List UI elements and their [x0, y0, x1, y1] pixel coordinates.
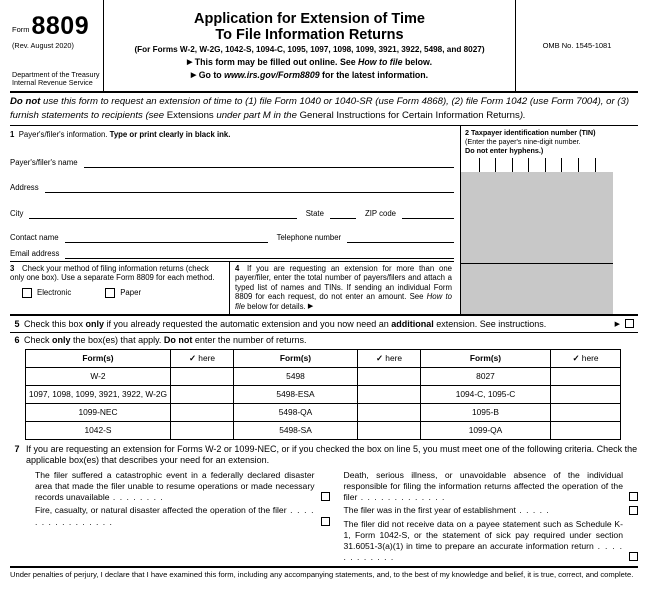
payer-name-label: Payer's/filer's name: [10, 157, 78, 167]
forms-column-header: Form(s): [421, 349, 551, 367]
table-row: [26, 367, 621, 385]
checkmark-icon: ✓: [572, 353, 580, 364]
city-state-zip-row: [10, 193, 454, 219]
state-label: State: [305, 208, 324, 218]
state-input[interactable]: [330, 209, 356, 219]
form-name-cell: 5498: [234, 367, 358, 385]
form-name-cell: 5498-QA: [234, 403, 358, 421]
check-here-cell[interactable]: [551, 385, 621, 403]
tin-digit-cell[interactable]: [579, 158, 596, 172]
check-here-cell[interactable]: [358, 421, 421, 439]
line6-heading: 6 Check only the box(es) that apply. Do not enter the number of returns.: [14, 334, 307, 345]
form-number: 8809: [31, 12, 90, 40]
zip-label: ZIP code: [364, 208, 396, 218]
form-name-cell: 1097, 1098, 1099, 3921, 3922, W-2G: [26, 385, 171, 403]
perjury-statement: Under penalties of perjury, I declare that I have examined this form, including any accompanying statements, and, to the best of my knowledge and belief, it is true, correct, and complete.: [10, 570, 634, 580]
form-name-cell: 1094-C, 1095-C: [421, 385, 551, 403]
forms-column-header: Form(s): [234, 349, 358, 367]
criteria-text: The filer suffered a catastrophic event in a federally declared disaster area that made the filer unable to resume operations or made necessary records unavailable: [35, 469, 315, 503]
line2-tin-panel: [460, 126, 638, 314]
dot-leader: . . . . . . . . . . . . . . . .: [35, 505, 315, 527]
payer-info-section: [10, 126, 638, 316]
check-here-cell[interactable]: [171, 385, 234, 403]
omb-number: OMB No. 1545-1081: [542, 41, 612, 50]
contact-phone-row: [10, 219, 454, 244]
criteria-text: The filer was in the first year of establishment: [343, 505, 516, 516]
contact-name-label: Contact name: [10, 233, 59, 243]
address-row: [10, 168, 454, 194]
criteria-checkbox[interactable]: [321, 492, 330, 501]
paper-label: Paper: [120, 288, 142, 297]
paper-checkbox[interactable]: [105, 288, 115, 298]
criteria-text: The filer did not receive data on a payee statement such as Schedule K-1, Form 1042-S, or the statement of sick pay required under section 31.6051-3(a)(1) in time to prepare an accurate information return: [343, 518, 623, 551]
right-pointer-icon: ▶: [307, 302, 314, 310]
line1-heading: 1 Payer's/filer's information. Type or print clearly in black ink.: [10, 129, 231, 139]
tin-heading: 2 Taxpayer identification number (TIN) (Enter the payer's nine-digit number. Do not enter hyphens.): [465, 127, 596, 156]
tin-digit-cell[interactable]: [546, 158, 563, 172]
check-here-cell[interactable]: [551, 403, 621, 421]
table-row: [26, 403, 621, 421]
criteria-item: [344, 505, 639, 516]
criteria-item: [35, 470, 330, 504]
line7-criteria-section: 7 If you are requesting an extension for Forms W-2 or 1099-NEC, or if you checked the box on line 5, you must meet one of the following criteria. Check the applicable box(es) that describes your need for an extension. The filer suffered a catastrophic event in a federally declared disaster area that made the filer unable to resume operations or made necessary records unavailable . . . . . . . . Fire, casualty, or natural disaster affected the operation of the filer . . . . . . . . . . . . . . . . Death, serious illness, or unavoidable absence of the individual responsible for filing the information returns affected the operation of the filer . . . . . . . . . . . . . The filer was in the first year of establishment . . . . . The filer did not receive data on a payee statement such as Schedule K-1, Form 1042-S, or the statement of sick pay required under section 31.6051-3(a)(1) in time to prepare an accurate information return . . . . . . . . . . . .: [10, 440, 638, 566]
check-here-cell[interactable]: [171, 367, 234, 385]
fill-online-note: ▶ This form may be filled out online. See How to file below.: [186, 57, 433, 67]
table-row: [26, 421, 621, 439]
tin-digit-cell[interactable]: [596, 158, 612, 172]
electronic-label: Electronic: [37, 288, 72, 297]
shaded-area: [461, 172, 613, 264]
dot-leader: . . . . . . . . . . . . .: [357, 492, 446, 503]
dot-leader: . . . . . . . . . . . .: [343, 541, 623, 563]
form-name-cell: 1095-B: [421, 403, 551, 421]
check-here-column-header: ✓ here: [171, 349, 234, 367]
agency-name: Department of the Treasury Internal Revenue Service: [12, 69, 100, 88]
form-name-cell: 1099-NEC: [26, 403, 171, 421]
tin-digit-cell[interactable]: [513, 158, 530, 172]
address-label: Address: [10, 183, 39, 193]
criteria-text: Fire, casualty, or natural disaster affected the operation of the filer: [35, 505, 287, 516]
form-name-cell: 5498-ESA: [234, 385, 358, 403]
line5-additional-extension: 5 Check this box only if you already requested the automatic extension and you now need an additional extension. See instructions. ▶: [10, 316, 638, 333]
payer-name-input[interactable]: [84, 158, 454, 168]
right-pointer-icon: ▶: [614, 320, 620, 328]
shaded-area: [461, 264, 613, 314]
criteria-checkbox[interactable]: [629, 492, 638, 501]
check-here-cell[interactable]: [551, 367, 621, 385]
criteria-checkbox[interactable]: [629, 552, 638, 561]
line4-multiple-payers: 4 If you are requesting an extension for more than one payer/filer, enter the total number of payers/filers and attach a typed list of names and TINs. If sending an individual Form 8809 for each request, do not enter an amount. See How to file below for details. ▶: [235, 263, 452, 311]
criteria-text: Death, serious illness, or unavoidable absence of the individual responsible for filing the information returns affected the operation of the filer: [343, 469, 623, 503]
form-name-cell: W-2: [26, 367, 171, 385]
line5-checkbox[interactable]: [625, 319, 634, 328]
telephone-input[interactable]: [347, 233, 454, 243]
form-id-block: [10, 0, 104, 91]
dot-leader: . . . . .: [515, 505, 550, 516]
form-word: Form: [12, 25, 30, 34]
tin-digit-cell[interactable]: [496, 158, 513, 172]
check-here-cell[interactable]: [358, 403, 421, 421]
form-name-cell: 5498-SA: [234, 421, 358, 439]
check-here-cell[interactable]: [358, 385, 421, 403]
table-row: [26, 385, 621, 403]
check-here-cell[interactable]: [551, 421, 621, 439]
electronic-checkbox[interactable]: [22, 288, 32, 298]
criteria-column-right: [344, 470, 639, 566]
form-header: [10, 0, 638, 93]
payer-name-row: [10, 142, 454, 168]
email-label: Email address: [10, 248, 60, 258]
form-name-cell: 8027: [421, 367, 551, 385]
do-not-use-paragraph: Do not use this form to request an extension of time to (1) file Form 1040 or 1040-SR (use Form 4868), (2) file Form 1042 (use Form 7004), or (3) furnish statements to recipients (see Extensions under part M in the General Instructions for Certain Information Returns).: [10, 93, 638, 126]
tin-digit-cell[interactable]: [480, 158, 497, 172]
criteria-checkbox[interactable]: [321, 517, 330, 526]
check-here-cell[interactable]: [171, 421, 234, 439]
criteria-item: [344, 519, 639, 564]
tin-digit-cell[interactable]: [562, 158, 579, 172]
email-row: [10, 243, 454, 258]
address-input[interactable]: [45, 183, 454, 193]
checkmark-icon: ✓: [188, 353, 196, 364]
form-name-cell: 1099-QA: [421, 421, 551, 439]
irs-url: www.irs.gov/Form8809: [224, 70, 320, 80]
form-revision: (Rev. August 2020): [12, 41, 74, 50]
city-label: City: [10, 208, 24, 218]
check-here-column-header: ✓ here: [551, 349, 621, 367]
telephone-label: Telephone number: [276, 233, 342, 243]
tin-digit-cell[interactable]: [463, 158, 480, 172]
form-title-block: [104, 0, 516, 91]
check-here-column-header: ✓ here: [358, 349, 421, 367]
criteria-checkbox[interactable]: [629, 506, 638, 515]
check-here-cell[interactable]: [171, 403, 234, 421]
line3-filing-method: 3 Check your method of filing information returns (check only one box). Use a separate Form 8809 for each method. Electronic Paper: [10, 262, 230, 314]
forms-selection-table: [25, 349, 621, 440]
city-input[interactable]: [29, 209, 296, 219]
website-note: ▶ Go to www.irs.gov/Form8809 for the latest information.: [190, 70, 429, 80]
email-input[interactable]: [65, 249, 454, 259]
form-name-cell: 1042-S: [26, 421, 171, 439]
contact-name-input[interactable]: [65, 233, 268, 243]
form-title-line1: Application for Extension of Time: [194, 11, 425, 27]
check-here-cell[interactable]: [358, 367, 421, 385]
form-title-line2: To File Information Returns: [215, 27, 404, 43]
line7-intro-text: If you are requesting an extension for Forms W-2 or 1099-NEC, or if you checked the box on line 5, you must meet one of the following criteria. Check the applicable box(es) that describes your need for an extension.: [26, 443, 638, 466]
criteria-item: [35, 505, 330, 527]
right-pointer-icon: ▶: [186, 59, 193, 66]
zip-input[interactable]: [402, 209, 454, 219]
checkmark-icon: ✓: [375, 353, 383, 364]
criteria-column-left: [35, 470, 330, 566]
dot-leader: . . . . . . . .: [109, 492, 164, 503]
criteria-item: [344, 470, 639, 504]
forms-column-header: Form(s): [26, 349, 171, 367]
tin-digit-boxes[interactable]: [463, 158, 611, 172]
tin-digit-cell[interactable]: [529, 158, 546, 172]
form-subtitle: (For Forms W-2, W-2G, 1042-S, 1094-C, 1095, 1097, 1098, 1099, 3921, 3922, 5498, and 8027): [134, 45, 485, 54]
right-pointer-icon: ▶: [190, 72, 197, 79]
